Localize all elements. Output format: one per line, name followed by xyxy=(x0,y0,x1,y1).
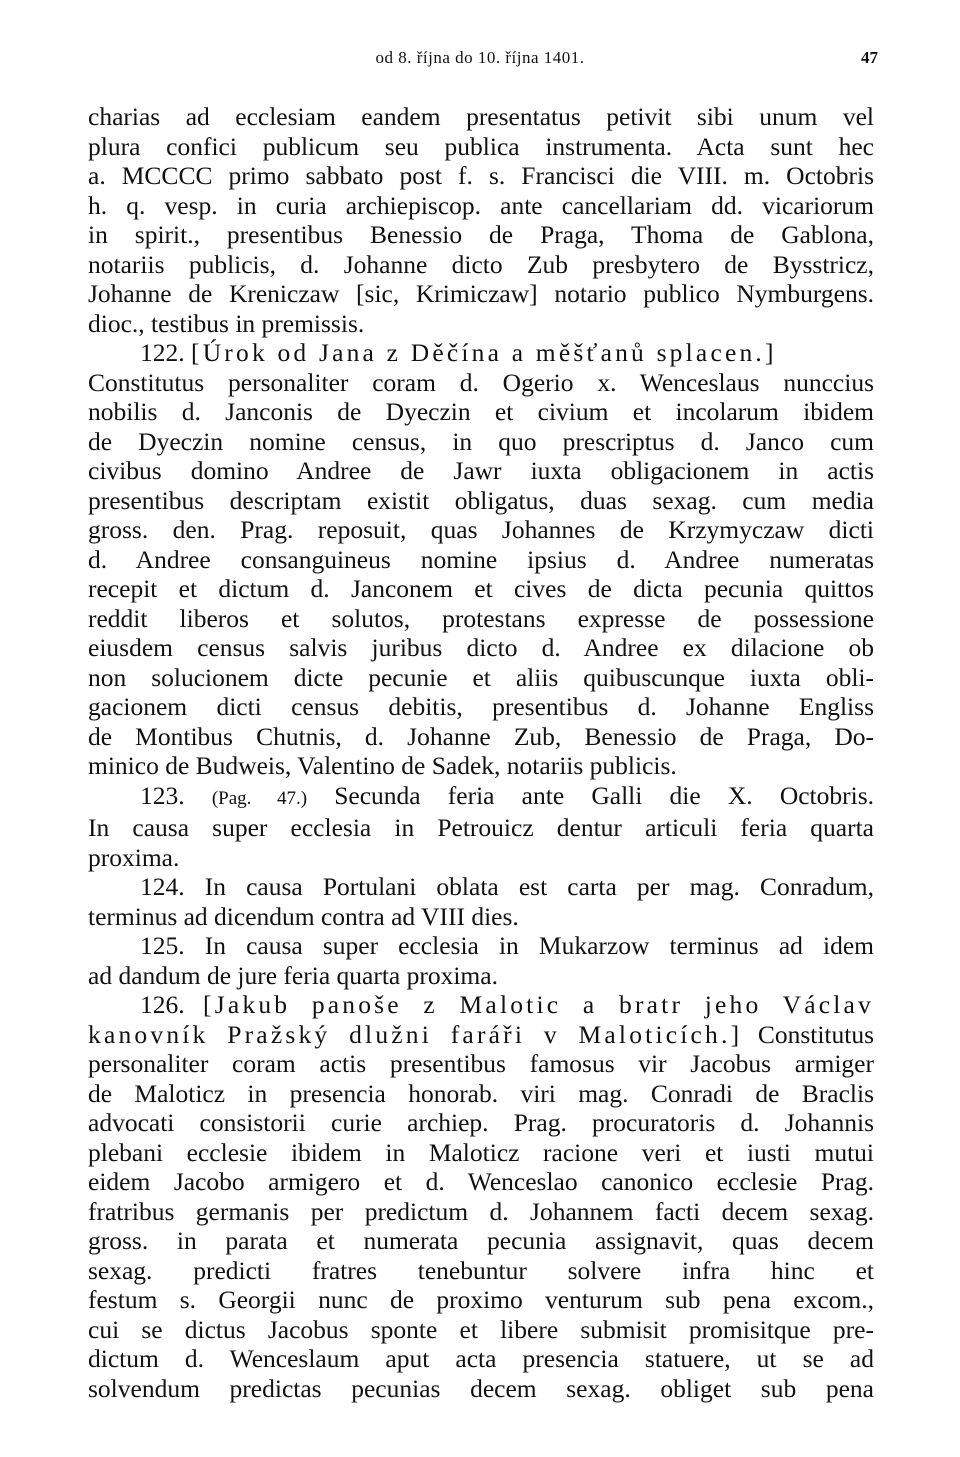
entry-rubric: kanovník Pražský dlužni faráři v Maloticích.] xyxy=(88,1019,743,1049)
text-line: de Dyeczin nomine census, in quo prescriptus d. Janco cum xyxy=(88,426,874,456)
text-line: recepit et dictum d. Janconem et cives de dicta pecunia quittos xyxy=(88,574,874,603)
text-line: nobilis d. Janconis de Dyeczin et civium et incolarum ibidem xyxy=(88,397,874,426)
entry-122-heading xyxy=(88,338,874,368)
entry-126-heading xyxy=(88,990,874,1020)
text-line: dioc., testibus in premissis. xyxy=(88,308,365,338)
page-number: 47 xyxy=(861,48,878,67)
text-line: advocati consistorii curie archiep. Prag. procuratoris d. Johannis xyxy=(88,1108,874,1137)
running-head xyxy=(0,48,960,72)
text-line: charias ad ecclesiam eandem presentatus petivit sibi unum vel xyxy=(88,102,874,131)
text-line: dictum d. Wenceslaum aput acta presencia statuere, ut se ad xyxy=(88,1344,874,1373)
text-line: ad dandum de jure feria quarta proxima. xyxy=(88,960,498,990)
document-body xyxy=(88,102,874,1403)
text-line: d. Andree consanguineus nomine ipsius d. Andree numeratas xyxy=(88,544,874,574)
entry-text: Secunda feria ante Galli die X. Octobris. xyxy=(334,780,874,810)
text-line: a. MCCCC primo sabbato post f. s. Francisci die VIII. m. Octobris xyxy=(88,161,874,190)
text-line: civibus domino Andree de Jawr iuxta obligacionem in actis xyxy=(88,456,874,485)
entry-123-heading xyxy=(88,781,874,814)
text-line: presentibus descriptam existit obligatus, duas sexag. cum media xyxy=(88,485,874,515)
text-line: festum s. Georgii nunc de proximo venturum sub pena excom., xyxy=(88,1285,874,1314)
text-line: gacionem dicti census debitis, presentibus d. Johanne Engliss xyxy=(88,692,874,721)
text-line: personaliter coram actis presentibus famosus vir Jacobus armiger xyxy=(88,1049,874,1078)
entry-number: 122. xyxy=(140,338,185,367)
entry-number: 126. xyxy=(140,990,185,1019)
entry-124-heading: 124. In causa Portulani oblata est carta per mag. Conradum, xyxy=(140,872,874,901)
entry-text: Constitutus xyxy=(757,1019,874,1049)
text-line: eiusdem census salvis juribus dicto d. Andree ex dilacione ob xyxy=(88,633,874,662)
entry-125-heading: 125. In causa super ecclesia in Mukarzow terminus ad idem xyxy=(140,931,874,960)
text-line: In causa super ecclesia in Petrouicz dentur articuli feria quarta xyxy=(88,813,874,842)
text-line: de Maloticz in presencia honorab. viri mag. Conradi de Braclis xyxy=(88,1078,874,1108)
text-line: Constitutus personaliter coram d. Ogerio x. Wenceslaus nunccius xyxy=(88,367,874,397)
text-line: gross. in parata et numerata pecunia assignavit, quas decem xyxy=(88,1226,874,1255)
text-line: gross. den. Prag. reposuit, quas Johannes de Krzymyczaw dicti xyxy=(88,515,874,544)
text-line: proxima. xyxy=(88,842,180,872)
text-line: Johanne de Kreniczaw [sic, Krimiczaw] notario publico Nymburgens. xyxy=(88,279,874,308)
text-line: minico de Budweis, Valentino de Sadek, notariis publicis. xyxy=(88,751,677,780)
text-line: non solucionem dicte pecunie et aliis quibuscunque iuxta obli- xyxy=(88,662,874,692)
text-line: h. q. vesp. in curia archiepiscop. ante cancellariam dd. vicariorum xyxy=(88,190,874,220)
entry-rubric: [Jakub panoše z Malotic a bratr jeho Václav xyxy=(203,990,874,1019)
running-head-title: od 8. října do 10. října 1401. xyxy=(375,48,585,67)
entry-126-rubric-cont xyxy=(88,1020,874,1050)
text-line: terminus ad dicendum contra ad VIII dies. xyxy=(88,901,519,931)
text-line: reddit liberos et solutos, protestans expresse de possessione xyxy=(88,603,874,633)
text-line: notariis publicis, d. Johanne dicto Zub presbytero de Bysstricz, xyxy=(88,249,874,279)
text-line: cui se dictus Jacobus sponte et libere submisit promisitque pre- xyxy=(88,1314,874,1344)
text-line: solvendum predictas pecunias decem sexag. obliget sub pena xyxy=(88,1373,874,1403)
text-line: sexag. predicti fratres tenebuntur solvere infra hinc et xyxy=(88,1255,874,1285)
page-reference: (Pag. 47.) xyxy=(211,787,308,809)
entry-number: 123. xyxy=(140,780,185,810)
text-line: plebani ecclesie ibidem in Maloticz racione veri et iusti mutui xyxy=(88,1137,874,1167)
text-line: eidem Jacobo armigero et d. Wenceslao canonico ecclesie Prag. xyxy=(88,1167,874,1196)
entry-rubric: [Úrok od Jana z Děčína a měšťanů splacen.] xyxy=(191,338,777,367)
text-line: de Montibus Chutnis, d. Johanne Zub, Benessio de Praga, Do- xyxy=(88,721,874,751)
text-line: fratribus germanis per predictum d. Johannem facti decem sexag. xyxy=(88,1196,874,1226)
text-line: plura confici publicum seu publica instrumenta. Acta sunt hec xyxy=(88,131,874,161)
text-line: in spirit., presentibus Benessio de Praga, Thoma de Gablona, xyxy=(88,220,874,249)
